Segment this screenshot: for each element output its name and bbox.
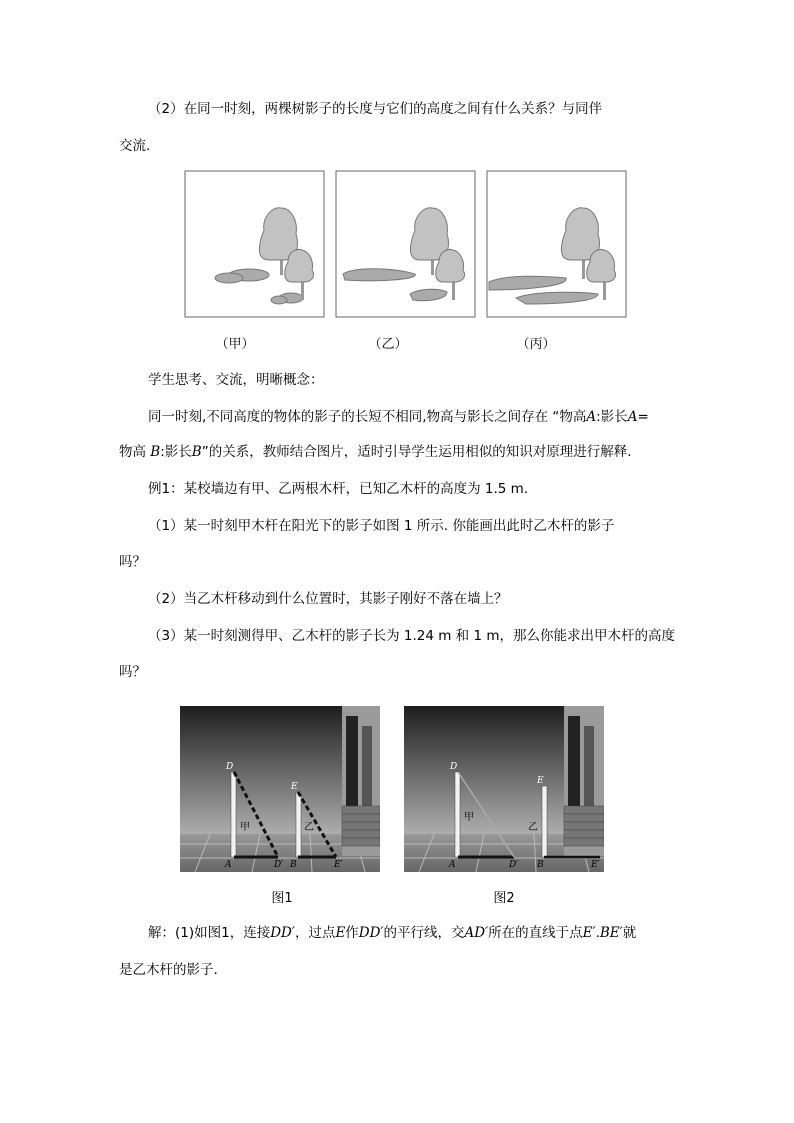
tree-panel-yi (336, 171, 475, 317)
figure-2-caption: 图2 (493, 891, 515, 906)
solution-line2: 是乙木杆的影子. (119, 962, 218, 978)
think-text: 学生思考、交流，明晰概念： (148, 372, 324, 388)
example-part3-line1: （3）某一时刻测得甲、乙木杆的影子长为 1.24 m 和 1 m，那么你能求出甲木杆的高度 (148, 628, 675, 644)
concept-line1: 同一时刻,不同高度的物体的影子的长短不相同,物高与影长之间存在 “物高A:影长A= (148, 409, 649, 425)
fig1-label-jia: 甲 (240, 822, 250, 833)
figure-1 (180, 706, 380, 872)
caption-bing: （丙） (516, 337, 556, 352)
tree-panel-bing (487, 171, 626, 317)
fig2-label-A: A (449, 860, 456, 870)
question-2-line1: （2）在同一时刻，两棵树影子的长度与它们的高度之间有什么关系？与同伴 (148, 101, 603, 117)
fig2-label-D: D (450, 762, 458, 772)
fig1-label-A: A (225, 860, 232, 870)
figure-1-caption: 图1 (271, 891, 293, 906)
question-2-line2: 交流. (119, 138, 151, 154)
solution-line1: 解：(1)如图1，连接DD′，过点E作DD′的平行线，交AD′所在的直线于点E′.BE′就 (148, 925, 637, 941)
example-intro: 例1：某校墙边有甲、乙两根木杆，已知乙木杆的高度为 1.5 m. (148, 481, 529, 497)
fig1-label-yi: 乙 (304, 822, 314, 833)
fig1-label-D: D (226, 762, 234, 772)
tree-panel-jia (185, 171, 324, 317)
fig2-label-jia: 甲 (464, 812, 474, 823)
fig2-label-B: B (537, 860, 544, 870)
fig2-label-Dp: D′ (509, 860, 519, 870)
example-part2: （2）当乙木杆移动到什么位置时，其影子刚好不落在墙上？ (148, 591, 508, 607)
fig1-label-Ep: E′ (334, 860, 343, 870)
example-part1-line1: （1）某一时刻甲木杆在阳光下的影子如图 1 所示. 你能画出此时乙木杆的影子 (148, 518, 615, 534)
example-part3-line2: 吗？ (119, 664, 146, 680)
fig1-label-E: E (291, 782, 298, 792)
caption-yi: （乙） (368, 337, 408, 352)
fig2-label-E: E (537, 776, 544, 786)
figure-2 (404, 706, 604, 872)
concept-line2: 物高 B:影长B”的关系，教师结合图片，适时引导学生运用相似的知识对原理进行解释. (119, 444, 632, 460)
caption-jia: （甲） (215, 337, 255, 352)
example-part1-line2: 吗？ (119, 554, 146, 570)
fig1-label-Dp: D′ (274, 860, 284, 870)
tree-shadow-figures (184, 170, 630, 320)
fig2-label-yi: 乙 (528, 822, 538, 833)
fig2-label-Ep: E′ (591, 860, 600, 870)
fig1-label-B: B (290, 860, 297, 870)
